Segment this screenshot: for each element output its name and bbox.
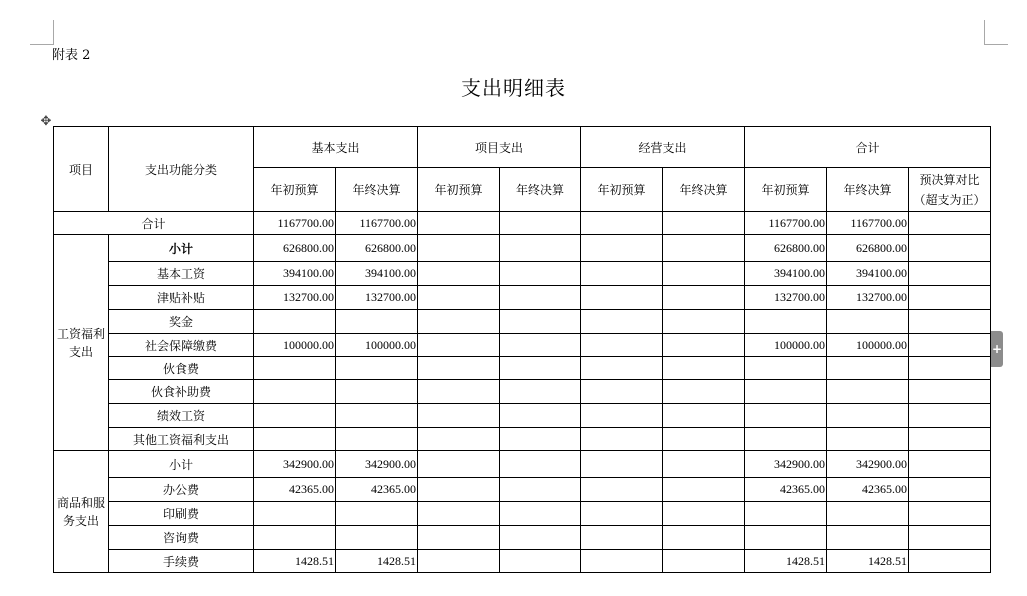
value-cell[interactable]: [500, 478, 581, 502]
value-cell[interactable]: [418, 451, 500, 478]
table-row: [54, 404, 991, 428]
value-cell[interactable]: [909, 262, 991, 286]
value-cell[interactable]: 132700.00: [827, 286, 909, 310]
header-initial-budget: 年初预算: [418, 168, 500, 212]
value-cell[interactable]: 394100.00: [827, 262, 909, 286]
value-cell[interactable]: [418, 334, 500, 357]
value-cell[interactable]: 626800.00: [827, 235, 909, 262]
value-cell[interactable]: [254, 428, 336, 451]
value-cell[interactable]: [581, 212, 663, 235]
value-cell[interactable]: [663, 550, 745, 573]
value-cell[interactable]: 1428.51: [745, 550, 827, 573]
value-cell[interactable]: [418, 478, 500, 502]
value-cell[interactable]: [745, 380, 827, 404]
header-final-account: 年终决算: [336, 168, 418, 212]
value-cell[interactable]: 1428.51: [827, 550, 909, 573]
table-row: [54, 380, 991, 404]
value-cell[interactable]: 42365.00: [827, 478, 909, 502]
row-label: 社会保障缴费: [109, 334, 254, 357]
value-cell[interactable]: 132700.00: [745, 286, 827, 310]
value-cell[interactable]: 100000.00: [254, 334, 336, 357]
value-cell[interactable]: [909, 334, 991, 357]
row-label: 手续费: [109, 550, 254, 573]
value-cell[interactable]: [500, 404, 581, 428]
value-cell[interactable]: [500, 235, 581, 262]
header-group-project: 项目支出: [418, 127, 581, 168]
value-cell[interactable]: [581, 235, 663, 262]
value-cell[interactable]: [254, 502, 336, 526]
value-cell[interactable]: [663, 404, 745, 428]
value-cell[interactable]: [663, 286, 745, 310]
value-cell[interactable]: 132700.00: [336, 286, 418, 310]
page-title: 支出明细表: [461, 76, 566, 100]
value-cell[interactable]: [500, 380, 581, 404]
value-cell[interactable]: [663, 380, 745, 404]
value-cell[interactable]: 100000.00: [336, 334, 418, 357]
value-cell[interactable]: [909, 451, 991, 478]
value-cell[interactable]: [909, 357, 991, 380]
table-row: [54, 526, 991, 550]
value-cell[interactable]: [254, 380, 336, 404]
row-label: 伙食费: [109, 357, 254, 380]
value-cell[interactable]: [336, 526, 418, 550]
row-label: 绩效工资: [109, 404, 254, 428]
header-final-account: 年终决算: [827, 168, 909, 212]
value-cell[interactable]: [581, 262, 663, 286]
value-cell[interactable]: [745, 526, 827, 550]
header-group-basic: 基本支出: [254, 127, 418, 168]
value-cell[interactable]: [581, 286, 663, 310]
value-cell[interactable]: [581, 478, 663, 502]
attachment-label: 附表 2: [52, 48, 91, 63]
value-cell[interactable]: [418, 357, 500, 380]
value-cell[interactable]: [500, 428, 581, 451]
table-row: [54, 310, 991, 334]
value-cell[interactable]: [418, 502, 500, 526]
value-cell[interactable]: 626800.00: [745, 235, 827, 262]
value-cell[interactable]: 42365.00: [336, 478, 418, 502]
value-cell[interactable]: [581, 502, 663, 526]
value-cell[interactable]: [745, 357, 827, 380]
value-cell[interactable]: [909, 502, 991, 526]
value-cell[interactable]: [500, 526, 581, 550]
value-cell[interactable]: [663, 526, 745, 550]
header-item: 项目: [54, 127, 109, 212]
value-cell[interactable]: [909, 526, 991, 550]
value-cell[interactable]: 132700.00: [254, 286, 336, 310]
value-cell[interactable]: 394100.00: [745, 262, 827, 286]
header-group-operating: 经营支出: [581, 127, 745, 168]
header-initial-budget: 年初预算: [745, 168, 827, 212]
move-icon[interactable]: ✥: [40, 114, 52, 129]
row-label: 津贴补贴: [109, 286, 254, 310]
header-function-class: 支出功能分类: [109, 127, 254, 212]
table-row-total: [54, 212, 991, 235]
page-corner-mark: [984, 44, 1008, 45]
value-cell[interactable]: [909, 550, 991, 573]
value-cell[interactable]: [663, 212, 745, 235]
value-cell[interactable]: [663, 262, 745, 286]
value-cell[interactable]: [745, 428, 827, 451]
category-cell: 商品和服务支出: [54, 451, 109, 573]
value-cell[interactable]: [909, 428, 991, 451]
row-label: 奖金: [109, 310, 254, 334]
table-row: [54, 478, 991, 502]
value-cell[interactable]: [663, 357, 745, 380]
table-row: [54, 334, 991, 357]
value-cell[interactable]: [909, 380, 991, 404]
row-label: 其他工资福利支出: [109, 428, 254, 451]
value-cell[interactable]: [418, 286, 500, 310]
value-cell[interactable]: [254, 526, 336, 550]
value-cell[interactable]: [418, 428, 500, 451]
value-cell[interactable]: [663, 428, 745, 451]
value-cell[interactable]: [336, 428, 418, 451]
value-cell[interactable]: [500, 451, 581, 478]
value-cell[interactable]: [581, 310, 663, 334]
value-cell[interactable]: [500, 262, 581, 286]
value-cell[interactable]: [909, 310, 991, 334]
header-final-account: 年终决算: [500, 168, 581, 212]
row-label: 合计: [54, 212, 254, 235]
expense-detail-table: [53, 126, 991, 573]
value-cell[interactable]: [827, 502, 909, 526]
value-cell[interactable]: [581, 404, 663, 428]
value-cell[interactable]: [745, 502, 827, 526]
row-label: 印刷费: [109, 502, 254, 526]
value-cell[interactable]: [909, 286, 991, 310]
page-corner-mark: [53, 20, 54, 44]
value-cell[interactable]: 342900.00: [827, 451, 909, 478]
value-cell[interactable]: [500, 357, 581, 380]
value-cell[interactable]: [418, 404, 500, 428]
value-cell[interactable]: 342900.00: [336, 451, 418, 478]
value-cell[interactable]: [581, 380, 663, 404]
value-cell[interactable]: 1428.51: [336, 550, 418, 573]
value-cell[interactable]: 100000.00: [745, 334, 827, 357]
row-label: 咨询费: [109, 526, 254, 550]
value-cell[interactable]: [581, 451, 663, 478]
value-cell[interactable]: 42365.00: [745, 478, 827, 502]
row-label: 小计: [109, 451, 254, 478]
value-cell[interactable]: 394100.00: [336, 262, 418, 286]
value-cell[interactable]: [418, 380, 500, 404]
header-initial-budget: 年初预算: [581, 168, 663, 212]
value-cell[interactable]: [827, 380, 909, 404]
table-row: [54, 286, 991, 310]
value-cell[interactable]: [909, 212, 991, 235]
value-cell[interactable]: 1167700.00: [745, 212, 827, 235]
row-label: 基本工资: [109, 262, 254, 286]
table-row: [54, 262, 991, 286]
value-cell[interactable]: [336, 357, 418, 380]
value-cell[interactable]: 626800.00: [254, 235, 336, 262]
value-cell[interactable]: [663, 502, 745, 526]
value-cell[interactable]: [581, 428, 663, 451]
value-cell[interactable]: [254, 404, 336, 428]
table-row: [54, 451, 991, 478]
value-cell[interactable]: 42365.00: [254, 478, 336, 502]
value-cell[interactable]: [663, 478, 745, 502]
value-cell[interactable]: [581, 334, 663, 357]
value-cell[interactable]: [581, 550, 663, 573]
value-cell[interactable]: [827, 404, 909, 428]
value-cell[interactable]: [663, 235, 745, 262]
page-corner-mark: [30, 44, 54, 45]
value-cell[interactable]: [336, 380, 418, 404]
value-cell[interactable]: [827, 428, 909, 451]
value-cell[interactable]: [418, 550, 500, 573]
value-cell[interactable]: [418, 235, 500, 262]
value-cell[interactable]: [336, 404, 418, 428]
table-row: [54, 428, 991, 451]
value-cell[interactable]: [500, 212, 581, 235]
header-comparison: 预决算对比（超支为正）: [909, 168, 991, 212]
row-label: 小计: [109, 235, 254, 262]
value-cell[interactable]: [581, 526, 663, 550]
value-cell[interactable]: [909, 404, 991, 428]
value-cell[interactable]: [827, 357, 909, 380]
value-cell[interactable]: 1167700.00: [827, 212, 909, 235]
header-initial-budget: 年初预算: [254, 168, 336, 212]
table-row: [54, 502, 991, 526]
value-cell[interactable]: 342900.00: [254, 451, 336, 478]
category-cell: 工资福利支出: [54, 235, 109, 451]
value-cell[interactable]: [663, 334, 745, 357]
header-group-total: 合计: [745, 127, 991, 168]
value-cell[interactable]: 626800.00: [336, 235, 418, 262]
value-cell[interactable]: 100000.00: [827, 334, 909, 357]
value-cell[interactable]: [418, 262, 500, 286]
value-cell[interactable]: [336, 310, 418, 334]
value-cell[interactable]: [827, 310, 909, 334]
value-cell[interactable]: 1167700.00: [254, 212, 336, 235]
value-cell[interactable]: [500, 334, 581, 357]
row-label: 办公费: [109, 478, 254, 502]
value-cell[interactable]: [254, 310, 336, 334]
value-cell[interactable]: 342900.00: [745, 451, 827, 478]
value-cell[interactable]: [418, 212, 500, 235]
row-label: 伙食补助费: [109, 380, 254, 404]
plus-icon[interactable]: +: [991, 331, 1003, 367]
value-cell[interactable]: [418, 526, 500, 550]
value-cell[interactable]: [500, 286, 581, 310]
value-cell[interactable]: [745, 404, 827, 428]
table-row: [54, 550, 991, 573]
header-final-account: 年终决算: [663, 168, 745, 212]
value-cell[interactable]: [500, 502, 581, 526]
value-cell[interactable]: [500, 310, 581, 334]
table-row: [54, 235, 991, 262]
value-cell[interactable]: [418, 310, 500, 334]
page-corner-mark: [984, 20, 985, 44]
value-cell[interactable]: 394100.00: [254, 262, 336, 286]
value-cell[interactable]: 1167700.00: [336, 212, 418, 235]
value-cell[interactable]: [663, 310, 745, 334]
value-cell[interactable]: [500, 550, 581, 573]
value-cell[interactable]: 1428.51: [254, 550, 336, 573]
table-row: [54, 357, 991, 380]
value-cell[interactable]: [336, 502, 418, 526]
value-cell[interactable]: [663, 451, 745, 478]
value-cell[interactable]: [909, 478, 991, 502]
value-cell[interactable]: [827, 526, 909, 550]
value-cell[interactable]: [581, 357, 663, 380]
value-cell[interactable]: [254, 357, 336, 380]
value-cell[interactable]: [745, 310, 827, 334]
value-cell[interactable]: [909, 235, 991, 262]
